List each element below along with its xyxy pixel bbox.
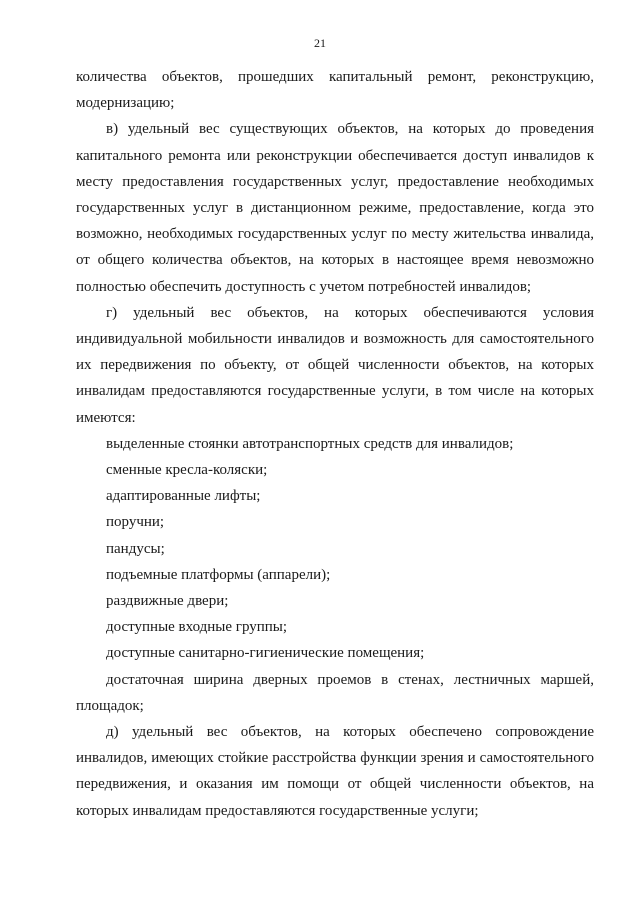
- list-item-platforms: подъемные платформы (аппарели);: [106, 566, 331, 583]
- paragraph-item-v: в) удельный вес существующих объектов, на которых до проведения капитального ремонта или реконструкции обеспечивается доступ инвалидов к месту предоставления государственных услуг, предоставление необходимых государственных услуг в дистанционном режиме, предоставление, когда это возможно, необходимых государственных услуг по месту жительства инвалида, от общего количества объектов, на которых в настоящее время невозможно полностью обеспечить доступность с учетом потребностей инвалидов;: [76, 121, 594, 295]
- document-body: [76, 64, 594, 824]
- list-item-parking: выделенные стоянки автотранспортных средств для инвалидов;: [106, 435, 514, 452]
- paragraph-item-g: г) удельный вес объектов, на которых обеспечиваются условия индивидуальной мобильности инвалидов и возможность для самостоятельного их передвижения по объекту, от общей численности объектов, на которых инвалидам предоставляются государственные услуги, в том числе на которых имеются:: [76, 304, 594, 426]
- paragraph-item-d: д) удельный вес объектов, на которых обеспечено сопровождение инвалидов, имеющих стойкие расстройства функции зрения и самостоятельного передвижения, и оказания им помощи от общей численности объектов, на которых инвалидам предоставляются государственные услуги;: [76, 724, 594, 819]
- paragraph-continuation: количества объектов, прошедших капитальный ремонт, реконструкцию, модернизацию;: [76, 69, 594, 112]
- list-item-handrails: поручни;: [106, 514, 165, 531]
- list-item-sanitary-rooms: доступные санитарно-гигиенические помещения;: [106, 645, 425, 662]
- list-item-door-width: достаточная ширина дверных проемов в стенах, лестничных маршей, площадок;: [76, 671, 594, 714]
- list-item-wheelchairs: сменные кресла-коляски;: [106, 462, 268, 479]
- list-item-sliding-doors: раздвижные двери;: [106, 593, 229, 610]
- list-item-lifts: адаптированные лифты;: [106, 488, 261, 505]
- page-number: 21: [314, 36, 326, 50]
- list-item-entrances: доступные входные группы;: [106, 619, 288, 636]
- list-item-ramps: пандусы;: [106, 540, 165, 557]
